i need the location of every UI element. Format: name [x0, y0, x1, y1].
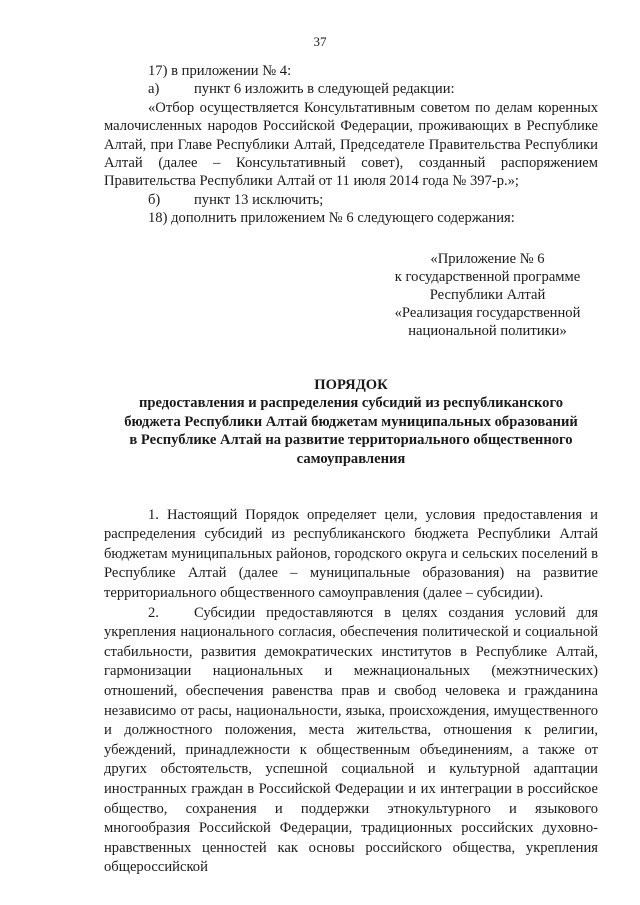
title-line-1: предоставления и распределения субсидий из республиканского — [138, 395, 564, 412]
subitem-b-text: пункт 13 исключить; — [194, 191, 324, 208]
appendix-line-4: «Реализация государственной — [394, 305, 581, 322]
order-body — [104, 506, 598, 878]
document-title — [104, 376, 598, 469]
paragraph-2-text: Субсидии предоставляются в целях создания условий для укрепления национального согласия, обеспечения политической и социальной стабильности, развития демократических институтов в Республике Алтай, гармонизации национальных и межнациональных (межэтнических) отношений, обеспечения равенства прав и свобод человека и гражданина независимо от расы, национальности, языка, происхождения, имущественного и должностного положения, места жительства, отношения к религии, убеждений, принадлежности к общественным объединениям, а также от других обстоятельств, успешной социальной и культурной адаптации иностранных граждан в Российской Федерации и их интеграции в российское общество, сохранения и поддержки этнокультурного и языкового многообразия Российской Федерации, традиционных российских духовно-нравственных ценностей как основы российского общества, укрепления общероссийской — [104, 604, 598, 876]
page-number: 37 — [313, 34, 327, 49]
title-main: ПОРЯДОК — [314, 376, 388, 393]
amendment-item-17: 17) в приложении № 4: — [148, 63, 292, 79]
subitem-a-marker: а) — [148, 81, 160, 98]
amendment-item-18: 18) дополнить приложением № 6 следующего содержания: — [148, 210, 515, 227]
amendment-subitem-a — [104, 80, 598, 98]
appendix-line-2: к государственной программе — [394, 268, 581, 285]
appendix-line-1: «Приложение № 6 — [430, 250, 545, 267]
appendix-heading — [377, 250, 598, 341]
amendment-quote: «Отбор осуществляется Консультативным советом по делам коренных малочисленных народов Российской Федерации, проживающих в Республике Алтай, при Главе Республики Алтай, Председателе Правительства Республики Алтай (далее – Консультативный совет), созданный распоряжением Правительства Республики Алтай от 11 июля 2014 года № 397-р.»; — [104, 99, 598, 190]
paragraph-2-marker: 2. — [148, 604, 159, 621]
amendments-section — [104, 62, 598, 228]
appendix-line-3: Республики Алтай — [429, 287, 546, 304]
document-body — [104, 62, 598, 878]
title-line-4: самоуправления — [296, 451, 406, 468]
title-line-3: в Республике Алтай на развитие территориального общественного — [129, 432, 573, 449]
paragraph-1: 1. Настоящий Порядок определяет цели, условия предоставления и распределения субсидий из республиканского бюджета Республики Алтай бюджетам муниципальных районов, городского округа и сельских поселений в Республике Алтай (далее – муниципальные образования) на развитие территориального общественного самоуправления (далее – субсидии). — [104, 506, 598, 602]
paragraph-2 — [104, 604, 598, 878]
title-line-2: бюджета Республики Алтай бюджетам муниципальных образований — [124, 413, 578, 430]
appendix-line-5: национальной политики» — [408, 323, 567, 340]
subitem-b-marker: б) — [148, 191, 161, 208]
subitem-a-text: пункт 6 изложить в следующей редакции: — [194, 81, 455, 98]
amendment-subitem-b — [104, 191, 598, 209]
